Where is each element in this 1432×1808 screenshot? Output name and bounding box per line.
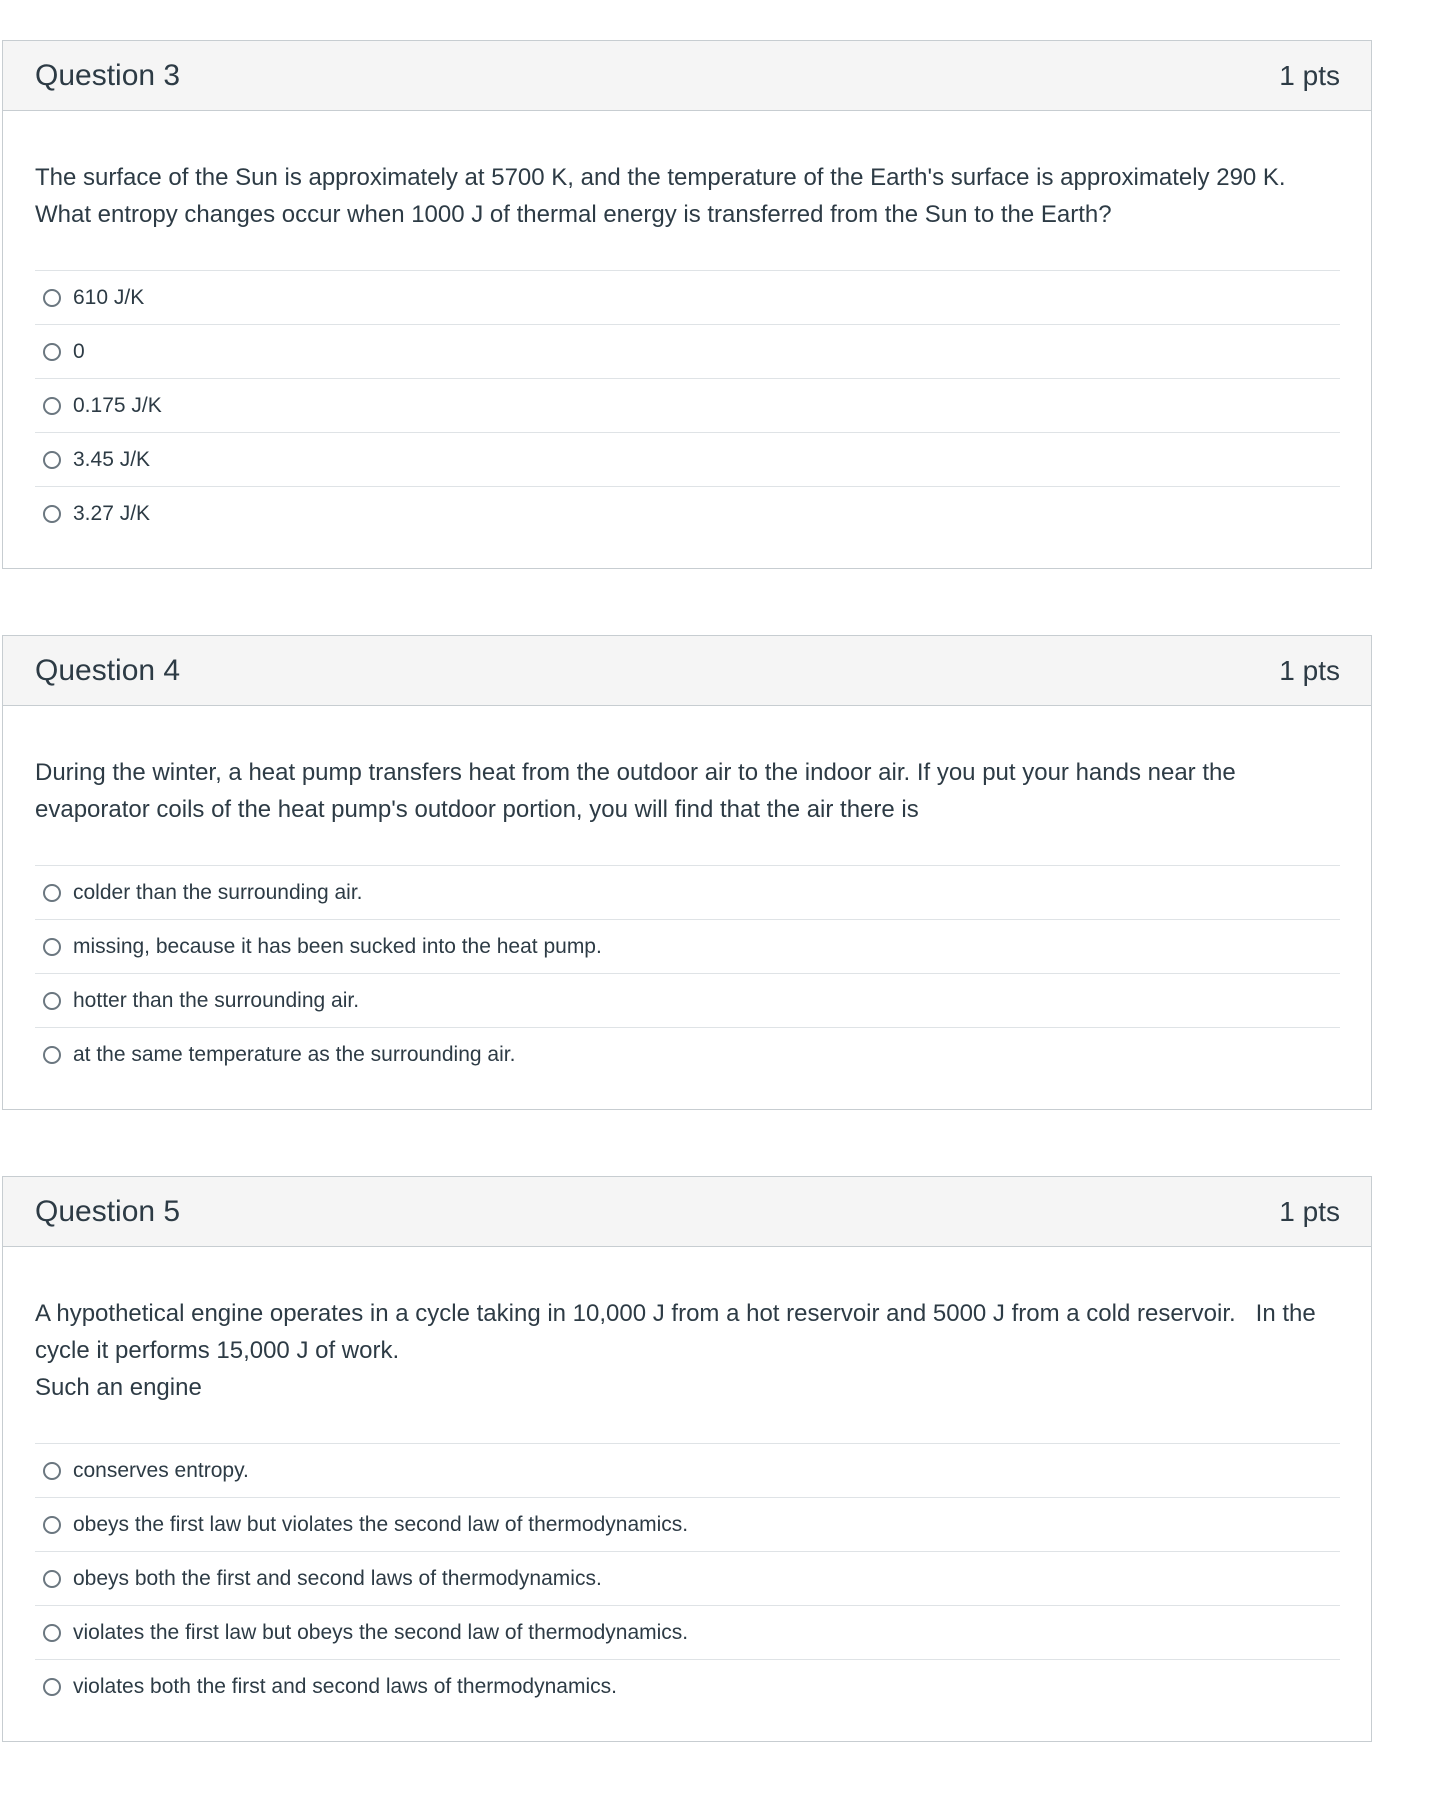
answer-label: colder than the surrounding air. [73,880,363,904]
question-header [3,41,1371,111]
quiz-questions [2,40,1372,1808]
radio-button[interactable] [43,938,61,956]
answer-list [35,865,1340,1081]
radio-button[interactable] [43,343,61,361]
answer-label: missing, because it has been sucked into the heat pump. [73,934,602,958]
answer-label: 610 J/K [73,285,145,309]
question-body [3,706,1371,1109]
question-title: Question 4 [35,653,181,687]
answer-option[interactable] [35,271,1340,325]
radio-button[interactable] [43,1046,61,1064]
answer-label: obeys both the first and second laws of thermodynamics. [73,1566,602,1590]
question-body [3,111,1371,568]
answer-option[interactable] [35,1444,1340,1498]
radio-button[interactable] [43,1570,61,1588]
question-4 [2,635,1372,1110]
answer-option[interactable] [35,379,1340,433]
question-points: 1 pts [1279,654,1340,686]
question-text: A hypothetical engine operates in a cycle taking in 10,000 J from a hot reservoir and 5000 J from a cold reservoir. In the cycle it performs 15,000 J of work. Such an engine [35,1300,1316,1401]
radio-button[interactable] [43,505,61,523]
question-text: During the winter, a heat pump transfers heat from the outdoor air to the indoor air. If you put your hands near the evaporator coils of the heat pump's outdoor portion, you will find that the air there is [35,759,1243,823]
radio-button[interactable] [43,1678,61,1696]
question-3 [2,40,1372,569]
radio-button[interactable] [43,1462,61,1480]
radio-button[interactable] [43,884,61,902]
answer-option[interactable] [35,866,1340,920]
answer-option[interactable] [35,1552,1340,1606]
answer-option[interactable] [35,974,1340,1028]
answer-option[interactable] [35,433,1340,487]
answer-list [35,1443,1340,1713]
radio-button[interactable] [43,1516,61,1534]
answer-option[interactable] [35,325,1340,379]
answer-option[interactable] [35,1660,1340,1713]
radio-button[interactable] [43,397,61,415]
radio-button[interactable] [43,992,61,1010]
answer-label: hotter than the surrounding air. [73,988,360,1012]
question-points: 1 pts [1279,1195,1340,1227]
answer-label: conserves entropy. [73,1458,249,1482]
answer-label: at the same temperature as the surrounding air. [73,1042,516,1066]
question-5 [2,1176,1372,1742]
radio-button[interactable] [43,289,61,307]
answer-option[interactable] [35,1606,1340,1660]
answer-label: violates both the first and second laws of thermodynamics. [73,1674,617,1698]
answer-option[interactable] [35,1498,1340,1552]
radio-button[interactable] [43,1624,61,1642]
question-points: 1 pts [1279,59,1340,91]
question-title: Question 3 [35,58,181,92]
answer-option[interactable] [35,1028,1340,1081]
answer-label: violates the first law but obeys the second law of thermodynamics. [73,1620,689,1644]
answer-label: 0.175 J/K [73,393,162,417]
answer-option[interactable] [35,487,1340,540]
question-body [3,1247,1371,1741]
question-text: The surface of the Sun is approximately at 5700 K, and the temperature of the Earth's surface is approximately 290 K. What entropy changes occur when 1000 J of thermal energy is transferred from the Sun to the Earth? [35,164,1293,228]
answer-label: 3.45 J/K [73,447,151,471]
question-header [3,1177,1371,1247]
radio-button[interactable] [43,451,61,469]
answer-option[interactable] [35,920,1340,974]
question-title: Question 5 [35,1194,181,1228]
answer-label: 3.27 J/K [73,501,151,525]
answer-label: 0 [73,339,85,363]
answer-label: obeys the first law but violates the second law of thermodynamics. [73,1512,689,1536]
question-header [3,636,1371,706]
answer-list [35,270,1340,540]
